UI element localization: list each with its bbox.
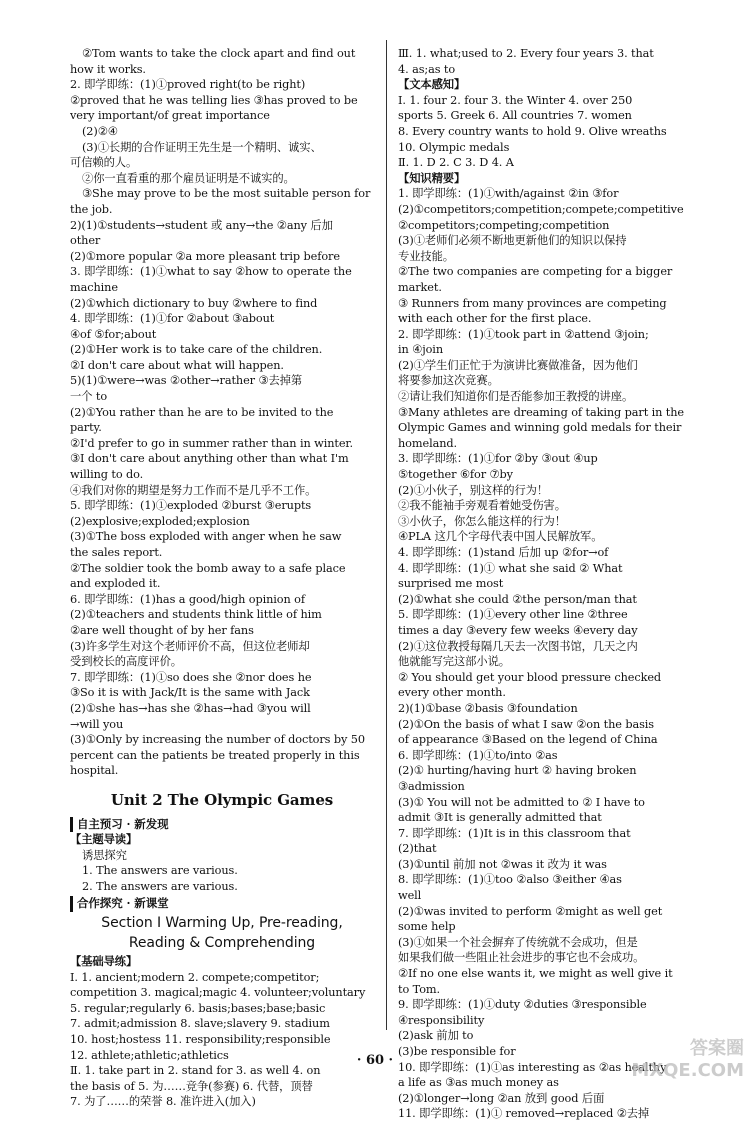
answer-line: 2. The answers are various. xyxy=(82,879,238,893)
answer-line: 8. 即学即练：(1)①too ②also ③either ④as xyxy=(398,873,622,887)
answer-line: ③She may prove to be the most suitable person for xyxy=(82,187,371,201)
answer-line: (3)许多学生对这个老师评价不高，但这位老师却 xyxy=(70,639,310,653)
answer-line: 可信赖的人。 xyxy=(70,156,138,170)
answer-line: 2)(1)①students→student 或 any→the ②any 后加 xyxy=(70,218,333,232)
answer-line: Ⅲ. 1. what;used to 2. Every four years 3. that xyxy=(398,47,654,60)
section-bar: 自主预习 · 新发现 xyxy=(70,817,374,833)
answer-line: (2)①teachers and students think little of him xyxy=(70,608,322,622)
answer-line: times a day ③every few weeks ④every day xyxy=(398,623,638,637)
answer-line: (2)①学生们正忙于为演讲比赛做准备，因为他们 xyxy=(398,358,638,372)
answer-line: (2)①longer→long ②an 放到 good 后面 xyxy=(398,1091,605,1105)
watermark-logo: 答案圈 MXQE.COM xyxy=(631,1038,744,1081)
answer-line: 5. 即学即练：(1)①exploded ②burst ③erupts xyxy=(70,499,312,513)
answer-line: (3)① You will not be admitted to ② I have to xyxy=(398,795,645,809)
answer-line: 9. 即学即练：(1)①duty ②duties ③responsible xyxy=(398,998,647,1012)
answer-line: 3. 即学即练：(1)①what to say ②how to operate the xyxy=(70,265,352,279)
answer-line: (2)①more popular ②a more pleasant trip before xyxy=(70,249,340,263)
answer-line: 1. 即学即练：(1)①with/against ②in ③for xyxy=(398,187,619,201)
answer-line: (2)①she has→has she ②has→had ③you will xyxy=(70,701,311,715)
answer-line: party. xyxy=(70,421,102,435)
answer-line: 4. as;as to xyxy=(398,62,456,76)
answer-line: 4. 即学即练：(1)stand 后加 up ②for→of xyxy=(398,546,609,559)
answer-line: ③小伙子，你怎么能这样的行为！ xyxy=(398,514,566,528)
page-number: · 60 · xyxy=(356,1053,394,1068)
answer-line: (3)①长期的合作证明王先生是一个精明、诚实、 xyxy=(82,140,322,154)
answer-line: ②Tom wants to take the clock apart and find out xyxy=(82,47,356,60)
section-tag: 【主题导读】 xyxy=(70,832,138,847)
answer-line: the sales report. xyxy=(70,546,163,559)
answer-line: some help xyxy=(398,920,456,934)
answer-line: (3)①The boss exploded with anger when he saw xyxy=(70,530,342,544)
answer-line: 7. admit;admission 8. slave;slavery 9. stadium xyxy=(70,1017,330,1031)
answer-line: ② You should get your blood pressure checked xyxy=(398,670,662,684)
answer-line: 一个 to xyxy=(70,390,108,404)
answer-line: 7. 即学即练：(1)①so does she ②nor does he xyxy=(70,670,312,684)
answer-line: (2)①小伙子，别这样的行为！ xyxy=(398,483,549,497)
answer-line: (2)explosive;exploded;explosion xyxy=(70,514,250,528)
answer-line: 1. The answers are various. xyxy=(82,864,238,878)
answer-line: and exploded it. xyxy=(70,577,161,591)
answer-line: (2)that xyxy=(398,842,437,856)
answer-line: 5. 即学即练：(1)①every other line ②three xyxy=(398,608,628,622)
answer-line: ③admission xyxy=(398,779,465,793)
answer-line: 10. 即学即练：(1)①as interesting as ②as healthy xyxy=(398,1060,667,1074)
answer-line: ②请让我们知道你们是否能参加王教授的讲座。 xyxy=(398,390,634,404)
right-column xyxy=(398,46,714,1122)
answer-line: surprised me most xyxy=(398,577,504,591)
answer-line: 6. 即学即练：(1)has a good/high opinion of xyxy=(70,592,305,606)
answer-line: 他就能写完这部小说。 xyxy=(398,655,510,669)
answer-line: ③So it is with Jack/It is the same with Jack xyxy=(70,686,310,700)
answer-line: (2)① hurting/having hurt ② having broken xyxy=(398,764,637,778)
answer-line: 7. 为了……的荣誉 8. 准许进入(加入) xyxy=(70,1095,256,1109)
answer-line: (2)①Her work is to take care of the children. xyxy=(70,343,323,357)
answer-line: (3)①如果一个社会摒弃了传统就不会成功，但是 xyxy=(398,935,638,949)
answer-line: (3)①until 前加 not ②was it 改为 it was xyxy=(398,857,607,871)
answer-line: a life as ③as much money as xyxy=(398,1076,559,1090)
answer-line: of appearance ③Based on the legend of China xyxy=(398,733,658,747)
answer-line: the basis of 5. 为……竞争(参赛) 6. 代替，顶替 xyxy=(70,1079,313,1093)
section-title: Reading & Comprehending xyxy=(128,935,316,952)
answer-line: (2)①competitors;competition;compete;competitive xyxy=(398,202,684,216)
answer-line: (2)①On the basis of what I saw ②on the basis xyxy=(398,717,655,731)
answer-line: homeland. xyxy=(398,436,458,450)
answer-line: ②I'd prefer to go in summer rather than in winter. xyxy=(70,436,353,450)
answer-line: ⑤together ⑥for ⑦by xyxy=(398,468,513,482)
answer-line: 2)(1)①base ②basis ③foundation xyxy=(398,701,578,715)
answer-line: how it works. xyxy=(70,62,146,76)
answer-line: 2. 即学即练：(1)①took part in ②attend ③join; xyxy=(398,327,649,341)
answer-line: (2)①was invited to perform ②might as well get xyxy=(398,904,663,918)
answer-line: 2. 即学即练：(1)①proved right(to be right) xyxy=(70,78,306,92)
answer-line: 【知识精要】 xyxy=(398,170,466,185)
answer-line: ④responsibility xyxy=(398,1013,485,1027)
answer-line: competition 3. magical;magic 4. volunteer;voluntary xyxy=(70,986,366,1000)
column-divider xyxy=(386,40,387,1030)
answer-line: (2)①which dictionary to buy ②where to find xyxy=(70,296,318,310)
answer-line: ④PLA 这几个字母代表中国人民解放军。 xyxy=(398,530,603,544)
answer-line: to Tom. xyxy=(398,982,440,996)
answer-line: willing to do. xyxy=(70,468,144,482)
answer-line: other xyxy=(70,234,101,248)
left-column xyxy=(70,46,374,1110)
answer-line: sports 5. Greek 6. All countries 7. women xyxy=(398,109,632,123)
section-bar: 合作探究 · 新课堂 xyxy=(70,896,374,912)
answer-line: ②I don't care about what will happen. xyxy=(70,358,284,372)
answer-line: 10. host;hostess 11. responsibility;responsible xyxy=(70,1033,331,1047)
answer-line: 10. Olympic medals xyxy=(398,140,510,154)
answer-line: the job. xyxy=(70,202,113,216)
answer-line: Olympic Games and winning gold medals for their xyxy=(398,421,682,435)
answer-line: ③Many athletes are dreaming of taking part in the xyxy=(398,405,685,419)
answer-line: ②你一直看重的那个雇员证明是不诚实的。 xyxy=(82,171,295,185)
answer-line: ②If no one else wants it, we might as well give it xyxy=(398,967,673,981)
answer-line: ③I don't care about anything other than what I'm xyxy=(70,452,349,466)
answer-line: ②The two companies are competing for a bigger xyxy=(398,265,673,279)
answer-line: 11. 即学即练：(1)① removed→replaced ②去掉 xyxy=(398,1107,650,1121)
answer-line: 6. 即学即练：(1)①to/into ②as xyxy=(398,748,558,762)
answer-line: 诱思探究 xyxy=(82,848,127,862)
section-tag: 【基础导练】 xyxy=(70,954,138,969)
answer-line: →will you xyxy=(70,717,124,731)
answer-line: 5)(1)①were→was ②other→rather ③去掉第 xyxy=(70,374,303,388)
answer-line: Ⅱ. 1. take part in 2. stand for 3. as well 4. on xyxy=(70,1064,321,1078)
answer-line: 4. 即学即练：(1)①for ②about ③about xyxy=(70,312,275,326)
unit-title: Unit 2 The Olympic Games xyxy=(110,790,334,809)
answer-line: very important/of great importance xyxy=(70,109,270,123)
answer-line: percent can the patients be treated properly in this xyxy=(70,748,360,762)
answer-line: (2)ask 前加 to xyxy=(398,1029,474,1043)
answer-line: 【文本感知】 xyxy=(398,77,466,92)
answer-line: (3)①Only by increasing the number of doctors by 50 xyxy=(70,733,365,747)
answer-line: 4. 即学即练：(1)① what she said ② What xyxy=(398,561,623,575)
answer-line: in ④join xyxy=(398,343,443,357)
answer-line: 专业技能。 xyxy=(398,249,454,263)
section-title: Section Ⅰ Warming Up, Pre-reading, xyxy=(101,915,343,932)
answer-line: (2)①这位教授每隔几天去一次图书馆，几天之内 xyxy=(398,639,638,653)
answer-line: ②proved that he was telling lies ③has proved to be xyxy=(70,93,358,107)
answer-line: every other month. xyxy=(398,686,506,700)
answer-line: (2)①You rather than he are to be invited to the xyxy=(70,405,334,419)
answer-line: ②我不能袖手旁观看着她受伤害。 xyxy=(398,499,566,513)
answer-line: hospital. xyxy=(70,764,119,778)
answer-line: well xyxy=(398,889,422,903)
answer-line: (2)①what she could ②the person/man that xyxy=(398,592,637,606)
answer-line: 将要参加这次竞赛。 xyxy=(398,374,499,388)
answer-line: 受到校长的高度评价。 xyxy=(70,655,182,669)
answer-line: 8. Every country wants to hold 9. Olive wreaths xyxy=(398,124,667,138)
answer-line: 12. athlete;athletic;athletics xyxy=(70,1048,229,1062)
answer-line: market. xyxy=(398,280,442,294)
answer-line: machine xyxy=(70,280,118,294)
answer-line: 7. 即学即练：(1)It is in this classroom that xyxy=(398,826,631,840)
answer-line: (3)be responsible for xyxy=(398,1045,516,1058)
answer-line: ②are well thought of by her fans xyxy=(70,623,254,637)
answer-line: admit ③It is generally admitted that xyxy=(398,811,602,825)
answer-line: ③ Runners from many provinces are competing xyxy=(398,296,667,310)
answer-line: with each other for the first place. xyxy=(398,312,592,326)
answer-line: ②competitors;competing;competition xyxy=(398,218,610,232)
answer-line: ④of ⑤for;about xyxy=(70,327,157,341)
answer-line: 如果我们做一些阻止社会进步的事它也不会成功。 xyxy=(398,951,645,965)
answer-line: 5. regular;regularly 6. basis;bases;base;basic xyxy=(70,1001,326,1015)
answer-line: Ⅰ. 1. four 2. four 3. the Winter 4. over 250 xyxy=(398,93,633,107)
answer-line: Ⅱ. 1. D 2. C 3. D 4. A xyxy=(398,156,514,170)
answer-line: (3)①老师们必须不断地更新他们的知识以保持 xyxy=(398,234,627,248)
answer-line: 3. 即学即练：(1)①for ②by ③out ④up xyxy=(398,452,598,466)
answer-line: ④我们对你的期望是努力工作而不是几乎不工作。 xyxy=(70,483,317,497)
answer-line: (2)②④ xyxy=(82,124,118,138)
answer-line: Ⅰ. 1. ancient;modern 2. compete;competitor; xyxy=(70,970,320,984)
answer-line: ②The soldier took the bomb away to a safe place xyxy=(70,561,346,575)
